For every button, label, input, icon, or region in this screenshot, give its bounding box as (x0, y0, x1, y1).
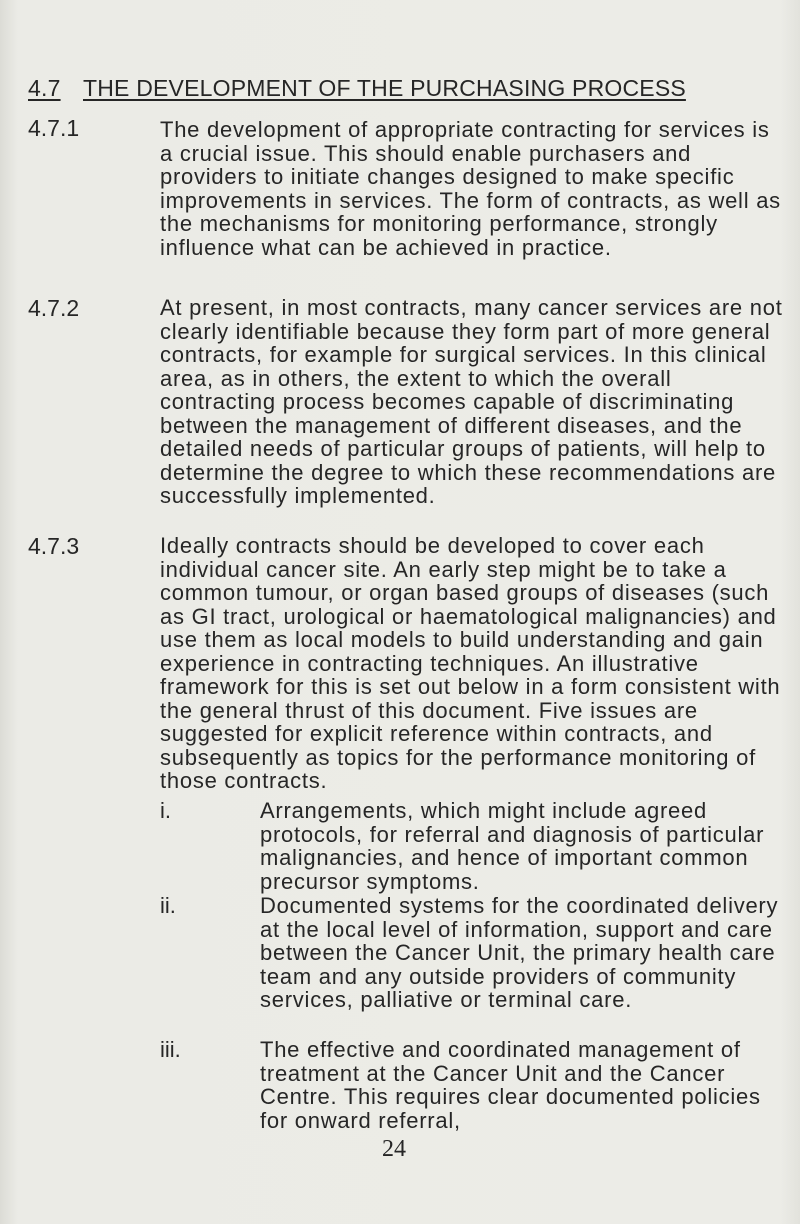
paragraph-text: Ideally contracts should be developed to cover each individual cancer site. An early step might be to take a common tumour, or organ based groups of diseases (such as GI tract, urological or haematological malignancies) and use them as local models to build understanding and gain experience in contracting techniques. An illustrative framework for this is set out below in a form consistent with the general thrust of this document. Five issues are suggested for explicit reference within contracts, and subsequently as topics for the performance monitoring of those contracts. (160, 533, 781, 793)
paragraph-number: 4.7.1 (28, 115, 80, 141)
section-number: 4.7 (28, 75, 61, 101)
paragraph-text: The development of appropriate contracting for services is a crucial issue. This should enable purchasers and providers to initiate changes designed to make specific improvements in services. The form of contracts, as well as the mechanisms for monitoring performance, strongly influence what can be achieved in practice. (160, 117, 781, 260)
section-heading (28, 74, 686, 102)
paragraph-text: At present, in most contracts, many cancer services are not clearly identifiable because they form part of more general contracts, for example for surgical services. In this clinical area, as in others, the extent to which the overall contracting process becomes capable of discriminating between the management of different diseases, and the detailed needs of particular groups of patients, will help to determine the degree to which these recommendations are successfully implemented. (160, 295, 783, 508)
list-item-number: i. (160, 798, 171, 823)
list-item-text: Documented systems for the coordinated delivery at the local level of information, support and care between the Cancer Unit, the primary health care team and any outside providers of community services, palliative or terminal care. (260, 893, 779, 1012)
list-item-number: ii. (160, 893, 176, 918)
section-title: THE DEVELOPMENT OF THE PURCHASING PROCESS (83, 75, 686, 101)
list-item-text: Arrangements, which might include agreed protocols, for referral and diagnosis of particular malignancies, and hence of important common precursor symptoms. (260, 798, 765, 894)
list-item-text: The effective and coordinated management of treatment at the Cancer Unit and the Cancer Centre. This requires clear documented policies for onward referral, (260, 1037, 761, 1133)
paragraph-number: 4.7.3 (28, 533, 80, 559)
paragraph-number: 4.7.2 (28, 295, 80, 321)
page-number: 24 (382, 1136, 406, 1162)
list-item-number: iii. (160, 1037, 181, 1062)
